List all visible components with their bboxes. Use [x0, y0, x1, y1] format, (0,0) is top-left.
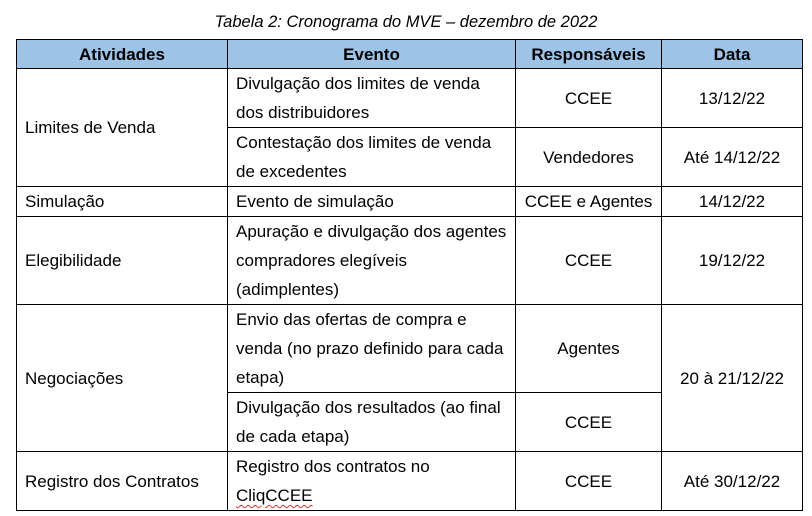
evento-text: Registro dos contratos no [236, 457, 430, 476]
cell-responsavel: Agentes [516, 305, 662, 393]
cell-evento: Apuração e divulgação dos agentes compradores elegíveis (adimplentes) [228, 217, 516, 305]
table-row [17, 69, 803, 128]
cell-evento [228, 452, 516, 511]
header-evento: Evento [228, 40, 516, 69]
cell-data: 19/12/22 [662, 217, 803, 305]
cell-data: 20 à 21/12/22 [662, 305, 803, 452]
table-row [17, 217, 803, 305]
schedule-table [16, 39, 803, 511]
cell-atividade-negociacoes: Negociações [17, 305, 228, 452]
cell-evento: Envio das ofertas de compra e venda (no prazo definido para cada etapa) [228, 305, 516, 393]
cell-responsavel: CCEE [516, 452, 662, 511]
cell-data: Até 30/12/22 [662, 452, 803, 511]
spellcheck-word: CliqCCEE [236, 486, 313, 505]
table-row [17, 452, 803, 511]
table-header-row [17, 40, 803, 69]
cell-data: 14/12/22 [662, 187, 803, 217]
table-row [17, 187, 803, 217]
cell-evento: Contestação dos limites de venda de excedentes [228, 128, 516, 187]
cell-atividade-registro: Registro dos Contratos [17, 452, 228, 511]
cell-responsavel: CCEE [516, 393, 662, 452]
cell-atividade-simulacao: Simulação [17, 187, 228, 217]
cell-data: Até 14/12/22 [662, 128, 803, 187]
header-responsaveis: Responsáveis [516, 40, 662, 69]
cell-atividade-limites: Limites de Venda [17, 69, 228, 187]
cell-evento: Divulgação dos limites de venda dos distribuidores [228, 69, 516, 128]
header-data: Data [662, 40, 803, 69]
cell-responsavel: CCEE e Agentes [516, 187, 662, 217]
cell-data: 13/12/22 [662, 69, 803, 128]
cell-responsavel: CCEE [516, 217, 662, 305]
header-atividades: Atividades [17, 40, 228, 69]
table-row [17, 305, 803, 393]
cell-responsavel: CCEE [516, 69, 662, 128]
table-caption: Tabela 2: Cronograma do MVE – dezembro de 2022 [214, 13, 598, 31]
cell-evento: Evento de simulação [228, 187, 516, 217]
cell-atividade-elegibilidade: Elegibilidade [17, 217, 228, 305]
cell-evento: Divulgação dos resultados (ao final de cada etapa) [228, 393, 516, 452]
cell-responsavel: Vendedores [516, 128, 662, 187]
